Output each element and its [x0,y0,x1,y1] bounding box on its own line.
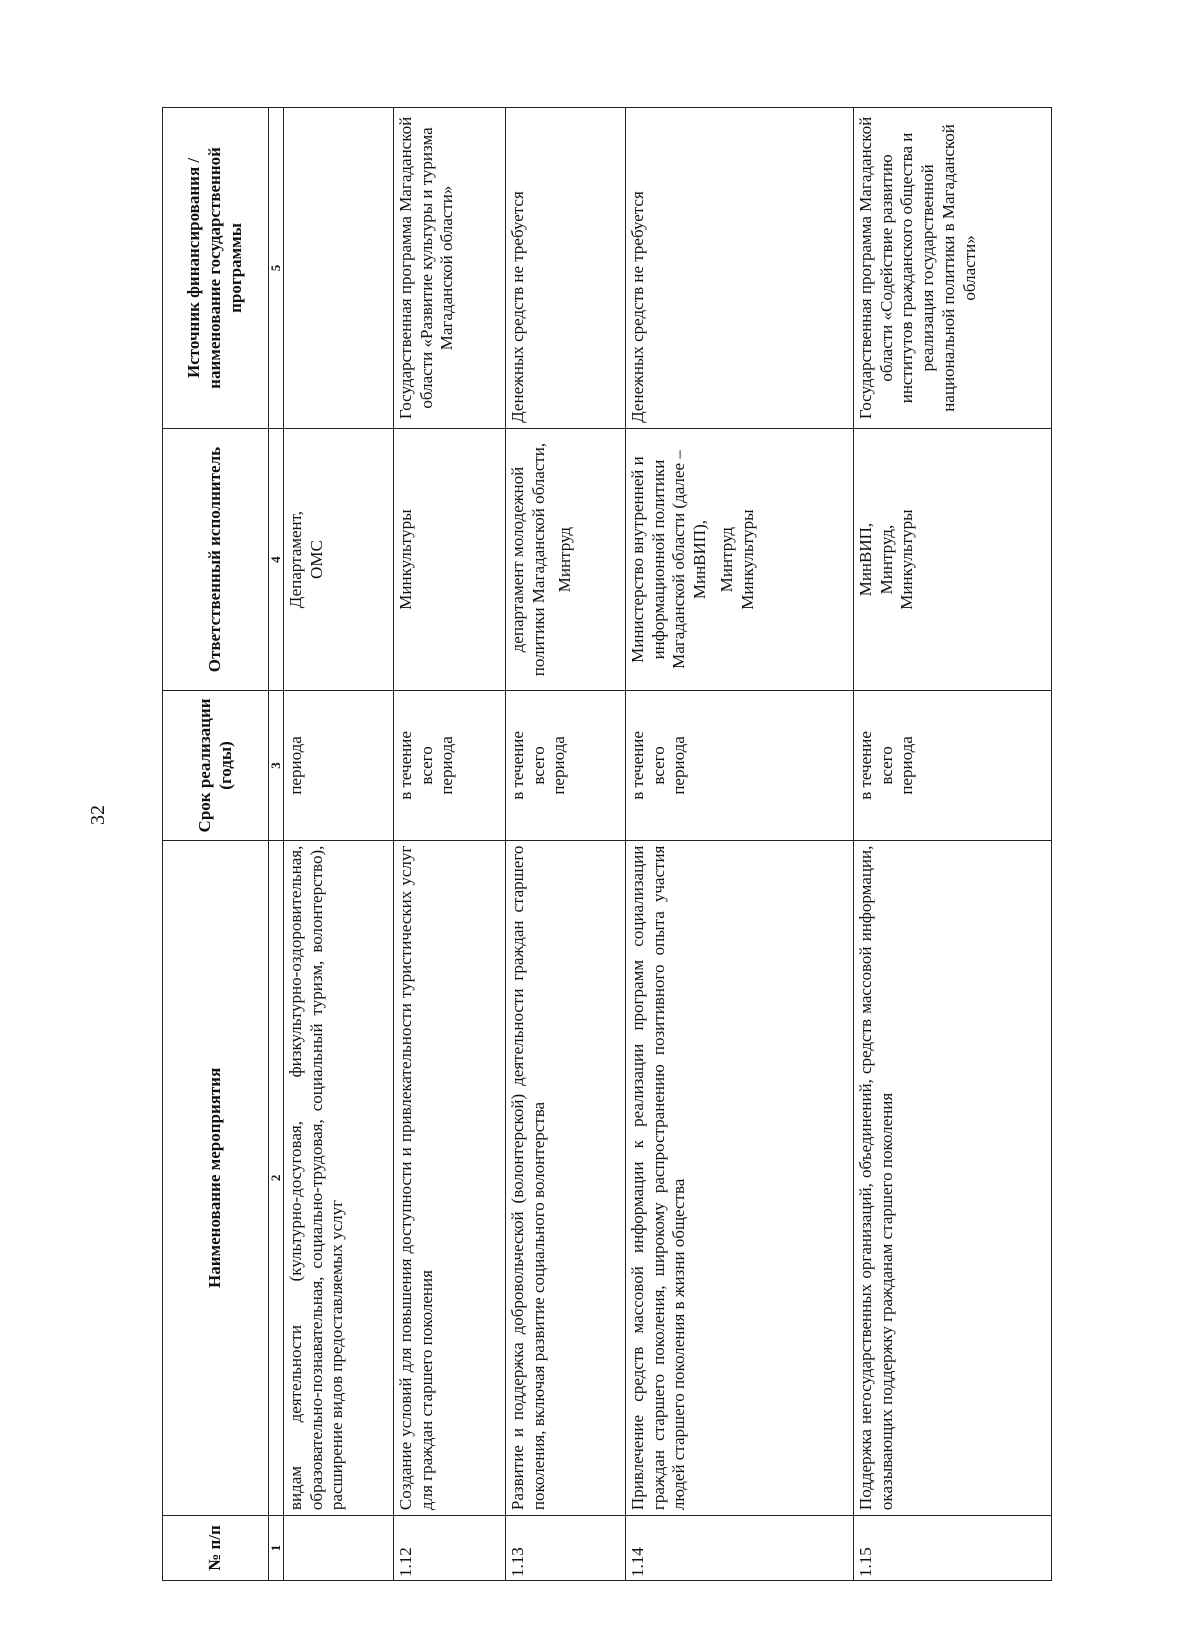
landscape-sheet [162,107,1052,1581]
executor [626,428,854,690]
executor [394,428,506,690]
executor-line: Минкультуры [897,509,917,610]
term-line: всего [416,746,436,785]
header-measure-name: Наименование мероприятия [163,840,269,1515]
executor [284,428,394,690]
term-line: периода [669,736,689,795]
term-line: периода [549,736,569,795]
term-line: в течение [628,731,647,800]
executor-line: МинВИП, [856,522,875,597]
measure-name: Поддержка негосударственных организаций, объединений, средств массовой информации, оказывающих поддержку гражданам старшего поколения [854,840,1052,1515]
column-number: 3 [269,691,284,840]
header-number: № п/п [163,1516,269,1581]
measure-name: Создание условий для повышения доступности и привлекательности туристических услуг для граждан старшего поколения [394,840,506,1515]
table-row [506,108,626,1581]
term: периода [284,691,394,840]
term [854,691,1052,840]
executor-line: Минкультуры [396,509,415,610]
executor-line: департамент молодежной политики Магаданской области, [508,442,548,677]
column-number: 1 [269,1516,284,1581]
term-line: всего [648,746,668,785]
measures-table [162,107,1052,1581]
measure-name: Привлечение средств массовой информации к реализации программ социализации граждан старшего поколения, широкому распространению позитивного опыта участия людей старшего поколения в жизни общества [626,840,854,1515]
header-row [163,108,269,1581]
row-number: 1.14 [626,1516,854,1581]
funding-source: Денежных средств не требуется [506,108,626,429]
executor [854,428,1052,690]
term-line: всего [876,746,896,785]
executor-line: Минтруд [716,526,736,593]
executor-line: ОМС [306,540,326,579]
term-line: периода [437,736,457,795]
page-number: 32 [87,805,109,825]
header-executor: Ответственный исполнитель [163,428,269,690]
term-line: периода [897,736,917,795]
funding-source: Государственная программа Магаданской области «Содействие развитию институтов гражданского общества и реализация государственной национальной политики в Магаданской области» [854,108,1052,429]
term-line: всего [528,746,548,785]
row-number: 1.15 [854,1516,1052,1581]
row-number: 1.12 [394,1516,506,1581]
column-number: 2 [269,840,284,1515]
measure-name: видам деятельности (культурно-досуговая, физкультурно-оздоровительная, образовательно-познавательная, социально-трудовая, социальный туризм, волонтерство), расширение видов предоставляемых услуг [284,840,394,1515]
term [394,691,506,840]
row-number [284,1516,394,1581]
column-number: 5 [269,108,284,429]
measure-name: Развитие и поддержка добровольческой (волонтерской) деятельности граждан старшего поколения, включая развитие социального волонтерства [506,840,626,1515]
header-funding-source: Источник финансирования / наименование государственной программы [163,108,269,429]
column-number: 4 [269,428,284,690]
term [506,691,626,840]
funding-source: Денежных средств не требуется [626,108,854,429]
column-numbers-row [269,108,284,1581]
funding-source: Государственная программа Магаданской области «Развитие культуры и туризма Магаданской области» [394,108,506,429]
table-row [854,108,1052,1581]
row-number: 1.13 [506,1516,626,1581]
executor [506,428,626,690]
executor-line: Департамент, [286,510,305,609]
funding-source [284,108,394,429]
header-term: Срок реализации (годы) [163,691,269,840]
executor-line: Минтруд, [876,524,896,595]
term-line: в течение [856,731,875,800]
executor-line: Минтруд [555,526,575,593]
table-row [626,108,854,1581]
term-line: в течение [508,731,527,800]
table-row [284,108,394,1581]
table-row [394,108,506,1581]
executor-line: Минкультуры [737,509,757,610]
term [626,691,854,840]
term-line: в течение [396,731,415,800]
executor-line: Министерство внутренней и информационной политики Магаданской области (далее – МинВИП), [628,450,710,669]
